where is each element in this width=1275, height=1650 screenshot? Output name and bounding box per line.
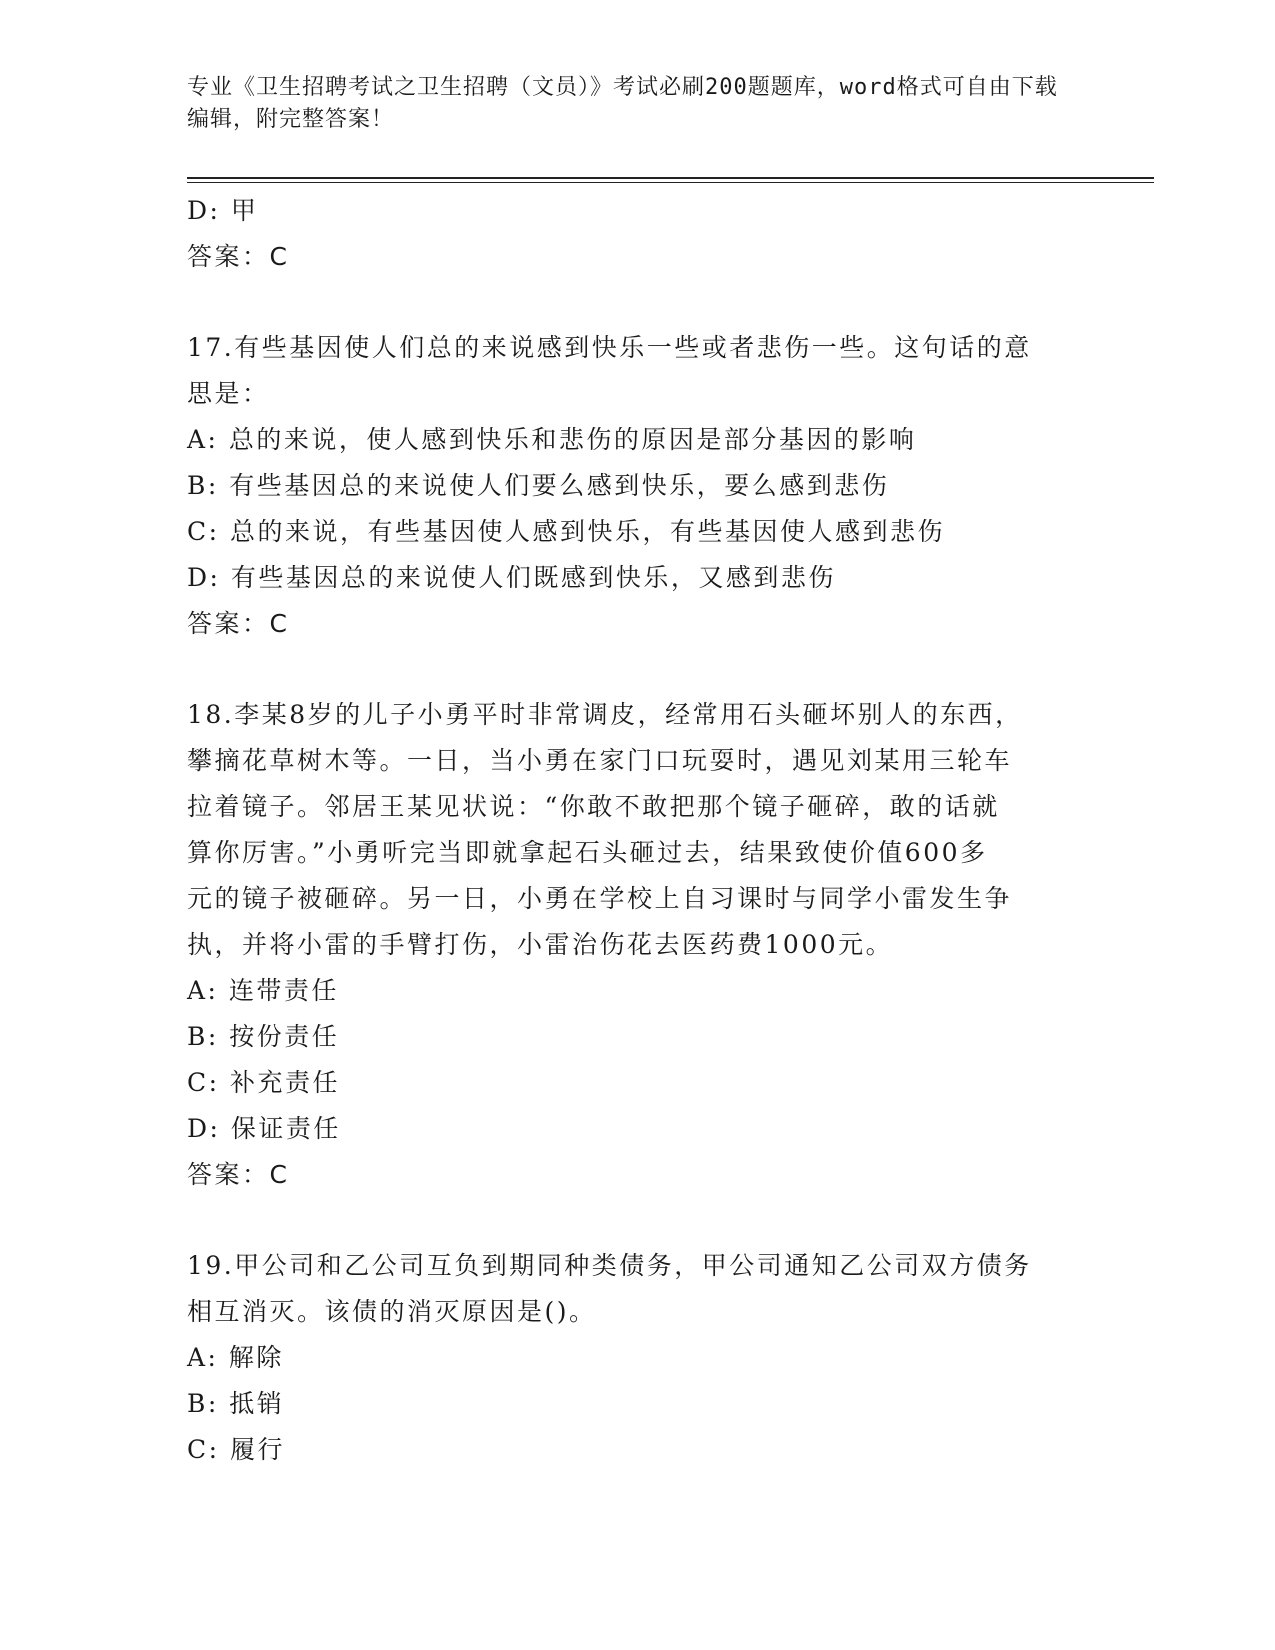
question-stem-line: 思是： bbox=[187, 379, 270, 408]
option-b: B: 有些基因总的来说使人们要么感到快乐，要么感到悲伤 bbox=[187, 471, 890, 500]
answer: 答案：C bbox=[187, 1160, 290, 1189]
question-stem-line: 拉着镜子。邻居王某见状说：“你敢不敢把那个镜子砸碎，敢的话就 bbox=[187, 792, 1000, 821]
option-c: C: 补充责任 bbox=[187, 1068, 340, 1097]
question-stem-line: 元的镜子被砸碎。另一日，小勇在学校上自习课时与同学小雷发生争 bbox=[187, 884, 1013, 913]
question-stem-line: 17.有些基因使人们总的来说感到快乐一些或者悲伤一些。这句话的意 bbox=[187, 333, 1032, 362]
question-stem-line: 执，并将小雷的手臂打伤，小雷治伤花去医药费1000元。 bbox=[187, 930, 894, 959]
option-d: D: 有些基因总的来说使人们既感到快乐，又感到悲伤 bbox=[187, 563, 836, 592]
option-a: A: 解除 bbox=[187, 1343, 284, 1372]
spacer bbox=[187, 1198, 1077, 1243]
question-stem-line: 算你厉害。”小勇听完当即就拿起石头砸过去，结果致使价值600多 bbox=[187, 838, 988, 867]
question-stem-line: 相互消灭。该债的消灭原因是()。 bbox=[187, 1297, 597, 1326]
option-d: D: 保证责任 bbox=[187, 1114, 341, 1143]
header-rule-thick bbox=[187, 177, 1154, 179]
answer: 答案：C bbox=[187, 609, 290, 638]
question-18 bbox=[187, 692, 1077, 1198]
option-c: C: 总的来说，有些基因使人感到快乐，有些基因使人感到悲伤 bbox=[187, 517, 946, 546]
option-d: D: 甲 bbox=[187, 196, 259, 225]
answer: 答案：C bbox=[187, 242, 290, 271]
question-19 bbox=[187, 1243, 1077, 1473]
option-c: C: 履行 bbox=[187, 1435, 285, 1464]
question-stem-line: 19.甲公司和乙公司互负到期同种类债务，甲公司通知乙公司双方债务 bbox=[187, 1251, 1032, 1280]
option-a: A: 总的来说，使人感到快乐和悲伤的原因是部分基因的影响 bbox=[187, 425, 917, 454]
spacer bbox=[187, 647, 1077, 692]
option-b: B: 抵销 bbox=[187, 1389, 285, 1418]
question-content bbox=[187, 188, 1077, 1473]
option-a: A: 连带责任 bbox=[187, 976, 339, 1005]
question-stem-line: 攀摘花草树木等。一日，当小勇在家门口玩耍时，遇见刘某用三轮车 bbox=[187, 746, 1013, 775]
header-rule-thin bbox=[187, 182, 1154, 183]
document-header: 专业《卫生招聘考试之卫生招聘（文员）》考试必刷200题题库，word格式可自由下载编辑，附完整答案！ bbox=[187, 75, 1058, 132]
spacer bbox=[187, 280, 1077, 325]
question-17 bbox=[187, 325, 1077, 647]
question-stem-line: 18.李某8岁的儿子小勇平时非常调皮，经常用石头砸坏别人的东西， bbox=[187, 700, 1023, 729]
option-b: B: 按份责任 bbox=[187, 1022, 340, 1051]
